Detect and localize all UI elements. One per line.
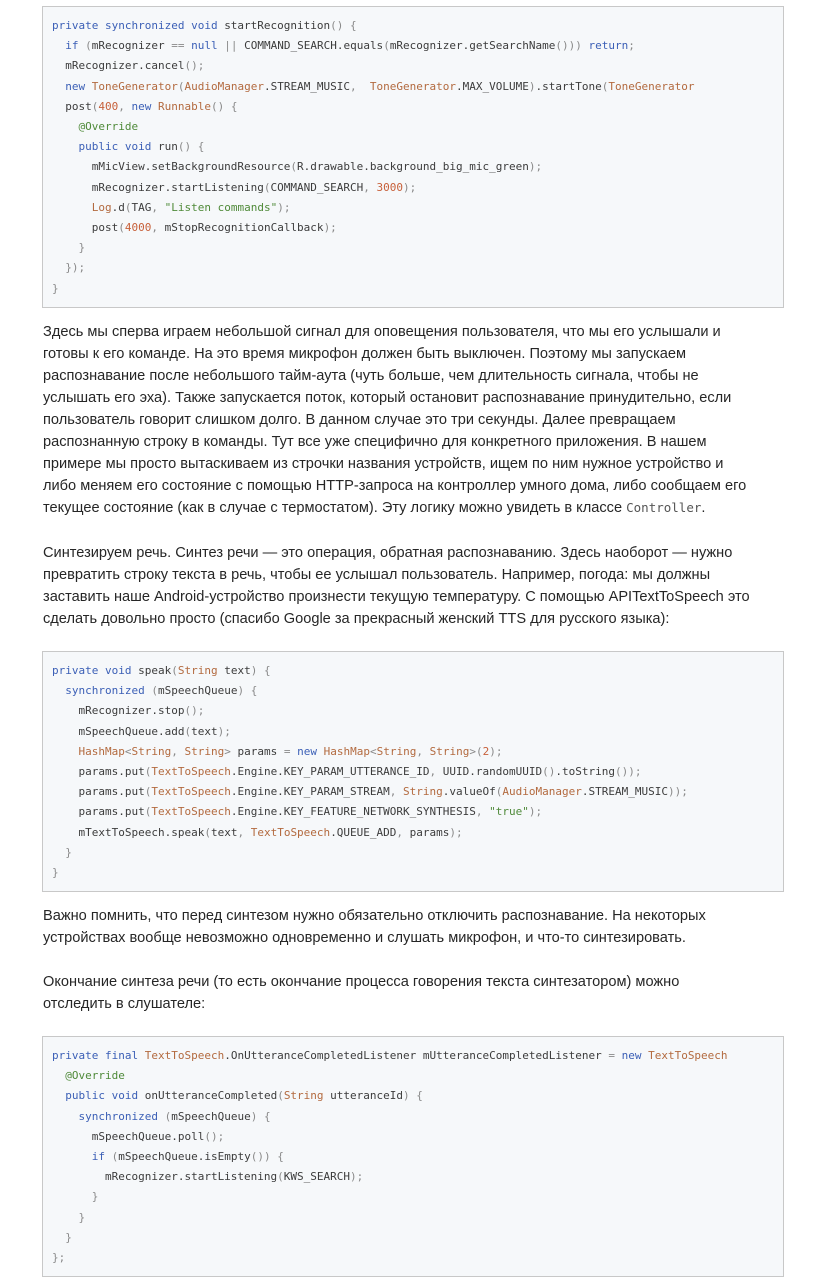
code-token: mRecognizer.startListening [52, 180, 264, 194]
code-token: (); [184, 704, 205, 718]
code-token: public void [78, 140, 158, 154]
code-token: String [403, 785, 443, 799]
code-token: COMMAND_SEARCH [270, 180, 364, 194]
code-token: synchronized [78, 1109, 165, 1123]
code-token: .valueOf [442, 785, 496, 799]
code-token: , [396, 825, 410, 839]
code-token: , [151, 200, 165, 214]
code-token: TextToSpeech [144, 1049, 225, 1062]
code-token: } [52, 1230, 72, 1244]
code-token: if [91, 1150, 112, 1163]
code-line [52, 1147, 284, 1167]
code-token: new [297, 744, 324, 758]
code-token: } [52, 281, 59, 295]
code-token: public void [65, 1089, 145, 1103]
code-line [52, 661, 271, 681]
code-token: ); [528, 160, 543, 174]
code-token: , [237, 825, 251, 839]
code-token: text [210, 825, 238, 839]
code-token: params [409, 825, 450, 839]
code-token: params [237, 744, 284, 758]
code-line [52, 1187, 98, 1207]
code-token: ); [528, 805, 543, 819]
text-line: примере мы просто вытаскиваем из строчки названия устройств, ищем по ним нужное устройство и [43, 456, 724, 472]
code-token: @Override [52, 120, 139, 133]
code-line [52, 762, 641, 782]
code-token: ( [204, 825, 211, 839]
code-token: , [118, 99, 132, 113]
text-line: заставить наше Android-устройство произнести текущую температуру. С помощью APITextToSpeech это [43, 589, 750, 605]
code-token: ) { [250, 664, 271, 677]
code-token: mSpeechQueue [171, 1109, 251, 1123]
code-token: ( [91, 99, 99, 113]
code-token: ( [601, 79, 609, 93]
code-token: ( [263, 180, 271, 194]
code-token: ); [277, 200, 291, 214]
code-line [52, 1248, 65, 1268]
code-token: , [171, 744, 185, 758]
code-line [52, 1228, 72, 1248]
code-token: () { [330, 19, 357, 32]
code-line [52, 1086, 423, 1106]
code-token: run [157, 140, 178, 154]
text-line: Окончание синтеза речи (то есть окончание процесса говорения текста синтезатором) можно [43, 974, 680, 990]
text-line: распознанную строку в команды. Тут все уже специфично для конкретного приложения. В нашем [43, 434, 707, 450]
code-token: ); [403, 180, 417, 194]
code-token: (); [184, 59, 205, 73]
code-token: ); [449, 825, 463, 839]
code-token: private void [52, 664, 139, 677]
code-token: ( [144, 805, 152, 819]
code-token: 3000 [376, 180, 404, 194]
code-token: () { [210, 99, 238, 113]
code-line [52, 722, 231, 742]
code-token [52, 80, 65, 93]
code-token: @Override [52, 1069, 125, 1083]
code-token: ()) { [250, 1150, 284, 1163]
code-token: mMicView.setBackgroundResource [52, 160, 291, 174]
code-token: ())) [555, 39, 589, 53]
code-token: return [588, 39, 629, 53]
code-line [52, 56, 204, 76]
code-token: ()); [614, 765, 642, 778]
code-token: ( [290, 160, 298, 174]
code-token: null [191, 39, 225, 53]
code-token: TextToSpeech [151, 805, 231, 819]
code-token: mRecognizer [91, 39, 172, 53]
code-token: String [131, 744, 172, 758]
code-token: mRecognizer.cancel [52, 59, 185, 73]
code-token: = [608, 1049, 622, 1062]
code-token: ( [495, 785, 503, 799]
text-line: сделать довольно просто (спасибо Google за прекрасный женский TTS для русского языка): [43, 611, 670, 627]
text-line: пользователь говорит слишком долго. В данном случае это три секунды. Далее превращаем [43, 412, 676, 428]
code-token: .d [111, 200, 125, 214]
code-line [52, 137, 204, 157]
code-token: .Engine.KEY_PARAM_STREAM [230, 785, 390, 799]
code-token: TextToSpeech [151, 785, 231, 799]
code-token: new [131, 99, 158, 113]
text-line [43, 497, 788, 519]
code-token: }; [52, 1251, 66, 1264]
code-token: new [621, 1049, 649, 1062]
code-token: ( [171, 664, 178, 677]
code-token: )); [667, 785, 688, 799]
code-block-start-recognition [42, 6, 784, 308]
code-line [52, 117, 138, 137]
code-token: .STREAM_MUSIC [581, 785, 668, 799]
code-token: ( [85, 39, 92, 53]
code-token: ); [323, 221, 337, 234]
text-line: либо меняем его состояние с помощью HTTP-запроса на контроллер умного дома, либо сообщаем его [43, 478, 747, 494]
code-token: mRecognizer.getSearchName [389, 39, 556, 53]
code-line [52, 258, 85, 278]
code-token: ( [277, 1089, 284, 1103]
code-token: }); [52, 261, 86, 275]
code-token: 2 [482, 744, 490, 758]
code-token: .Engine.KEY_PARAM_UTTERANCE_ID [230, 765, 430, 778]
code-line [52, 16, 357, 36]
code-token: < [369, 744, 377, 758]
code-line [52, 1167, 363, 1187]
code-token: "Listen commands" [164, 200, 278, 214]
code-token: ; [628, 39, 635, 53]
code-line [52, 77, 694, 97]
code-line [52, 1066, 125, 1086]
code-token: () [542, 765, 556, 778]
code-token: AudioManager [184, 79, 264, 93]
code-token: text [191, 724, 218, 738]
code-token [52, 1150, 92, 1163]
code-token: || [224, 39, 245, 53]
code-token: >( [469, 744, 483, 758]
code-line [52, 1127, 224, 1147]
code-token: .Engine.KEY_FEATURE_NETWORK_SYNTHESIS [230, 805, 476, 819]
code-token: TextToSpeech [648, 1049, 728, 1062]
code-line [52, 701, 204, 721]
code-token: Runnable [158, 99, 211, 113]
code-token: COMMAND_SEARCH.equals [244, 39, 384, 53]
code-token: ( [118, 221, 125, 234]
code-token: 4000 [124, 221, 152, 234]
code-token: HashMap [323, 744, 370, 758]
code-token: speak [138, 664, 172, 677]
code-token: .QUEUE_ADD [330, 825, 397, 839]
code-line [52, 238, 85, 258]
code-token: KWS_SEARCH [283, 1170, 351, 1184]
code-token: } [52, 1210, 86, 1224]
code-token: new [65, 79, 92, 93]
code-block-utterance-listener [42, 1036, 784, 1277]
code-token: 400 [98, 99, 119, 113]
code-token: TAG [131, 200, 152, 214]
code-line [52, 782, 688, 802]
code-line [52, 157, 542, 177]
code-line [52, 178, 416, 198]
code-token: UUID.randomUUID [442, 765, 543, 778]
code-token: mUtteranceCompletedListener [422, 1049, 609, 1062]
code-token: .startTone [535, 79, 602, 93]
code-line [52, 198, 290, 218]
code-token: = [283, 744, 298, 758]
code-token [52, 140, 79, 153]
code-token: ( [144, 765, 152, 778]
code-token: private synchronized void [52, 19, 225, 32]
code-token: .STREAM_MUSIC [263, 79, 351, 93]
code-token: R.drawable.background_big_mic_green [297, 160, 529, 174]
code-token: synchronized [65, 684, 152, 698]
code-token: utteranceId [330, 1089, 404, 1103]
code-token: Log [52, 200, 112, 214]
code-token: > [224, 744, 238, 758]
code-token: .OnUtteranceCompletedListener [224, 1049, 423, 1062]
code-token: ( [383, 39, 390, 53]
code-token: mSpeechQueue [157, 684, 238, 698]
code-token: () { [177, 140, 205, 154]
code-token: String [429, 744, 470, 758]
code-token: String [376, 744, 417, 758]
text-line: Синтезируем речь. Синтез речи — это операция, обратная распознаванию. Здесь наоборот — нужно [43, 545, 733, 561]
code-token: .toString [555, 765, 615, 778]
code-token: mSpeechQueue.isEmpty [118, 1150, 251, 1163]
text-segment: . [701, 500, 706, 516]
code-line [52, 742, 502, 762]
code-token: params.put [52, 765, 145, 778]
text-segment: текущее состояние (как в случае с термостатом). Эту логику можно увидеть в классе [43, 500, 627, 516]
code-line [52, 218, 337, 238]
paragraph-synthesis-end [43, 971, 788, 1015]
inline-code-controller: Controller [626, 500, 702, 515]
code-token: ( [111, 1150, 119, 1163]
code-token: ) { [237, 684, 258, 698]
code-token: (); [204, 1129, 225, 1143]
code-token: TextToSpeech [151, 765, 231, 778]
code-token: ) { [403, 1089, 423, 1103]
paragraph-speech-synthesis [43, 542, 788, 630]
code-token: params.put [52, 785, 145, 799]
code-token: startRecognition [224, 19, 331, 32]
code-token: "true" [489, 805, 529, 819]
code-token: ) { [250, 1109, 271, 1123]
code-token: , [389, 785, 404, 799]
code-block-speak [42, 651, 784, 892]
code-token: onUtteranceCompleted [144, 1089, 278, 1103]
paragraph-recognition-explanation [43, 321, 788, 519]
code-token: post [52, 221, 119, 234]
code-token: ( [184, 724, 192, 738]
code-token: , [350, 79, 370, 93]
code-token: } [52, 1190, 99, 1204]
code-token [52, 39, 65, 52]
code-token: , [151, 221, 165, 234]
code-token: ( [277, 1170, 284, 1184]
code-token: .MAX_VOLUME [456, 79, 529, 93]
code-line [52, 97, 237, 117]
code-token: String [283, 1089, 331, 1103]
code-line [52, 681, 257, 701]
code-token [52, 684, 65, 697]
code-token [52, 1089, 65, 1102]
code-token: mRecognizer.startListening [52, 1170, 278, 1184]
code-token: text [224, 664, 251, 677]
code-token: if [65, 39, 86, 53]
code-line [52, 823, 463, 843]
code-token: < [124, 744, 132, 758]
code-token: String [184, 744, 225, 758]
text-line: Здесь мы сперва играем небольшой сигнал для оповещения пользователя, что мы его услышали и [43, 324, 721, 340]
code-line [52, 1046, 728, 1066]
code-token: , [429, 765, 443, 778]
paragraph-disable-recognition [43, 905, 788, 949]
code-token: post [52, 99, 92, 113]
code-token: } [52, 845, 72, 859]
text-line: устройствах вообще невозможно одновременно и слушать микрофон, и что-то синтезировать. [43, 930, 686, 946]
code-line [52, 1208, 85, 1228]
code-token: ToneGenerator [91, 79, 178, 93]
code-token: } [52, 241, 86, 255]
code-token: ); [350, 1170, 364, 1184]
code-token: HashMap [52, 744, 125, 758]
code-token: String [177, 664, 225, 677]
code-token: ( [164, 1109, 172, 1123]
code-token: ( [177, 79, 185, 93]
code-token: params.put [52, 805, 145, 819]
code-token: ); [217, 724, 231, 738]
code-token: TextToSpeech [250, 825, 331, 839]
code-token: mSpeechQueue.poll [52, 1129, 205, 1143]
code-line [52, 802, 542, 822]
code-token: , [416, 744, 430, 758]
text-line: Важно помнить, что перед синтезом нужно обязательно отключить распознавание. На некоторых [43, 908, 706, 924]
code-token: ( [144, 785, 152, 799]
code-token: private final [52, 1049, 145, 1062]
text-line: готовы к его команде. На это время микрофон должен быть выключен. Поэтому мы запускаем [43, 346, 687, 362]
code-line [52, 1107, 271, 1127]
code-token: ( [151, 684, 158, 698]
code-token: mSpeechQueue.add [52, 724, 185, 738]
code-token: mRecognizer.stop [52, 704, 185, 718]
text-line: распознавание после небольшого тайм-аута (чуть больше, чем длительность сигнала, чтобы не [43, 368, 699, 384]
code-line [52, 36, 635, 56]
code-line [52, 863, 59, 883]
text-line: превратить строку текста в речь, чтобы ее услышал пользователь. Например, погода: мы должны [43, 567, 711, 583]
code-token: , [363, 180, 377, 194]
code-token: ToneGenerator [608, 79, 695, 93]
code-token: mStopRecognitionCallback [164, 221, 324, 234]
code-token: } [52, 866, 59, 879]
code-token: ); [489, 744, 503, 758]
code-token: ( [124, 200, 132, 214]
code-token: mTextToSpeech.speak [52, 825, 205, 839]
code-line [52, 843, 72, 863]
code-token: ToneGenerator [369, 79, 457, 93]
code-token: == [171, 39, 192, 53]
code-line [52, 279, 59, 299]
text-line: услышать его эха). Также запускается поток, который остановит распознавание принудительно, если [43, 390, 732, 406]
code-token: ) [528, 79, 536, 93]
code-token: AudioManager [502, 785, 582, 799]
code-token: , [475, 805, 490, 819]
code-token [52, 1110, 79, 1123]
text-line: отследить в слушателе: [43, 996, 206, 1012]
